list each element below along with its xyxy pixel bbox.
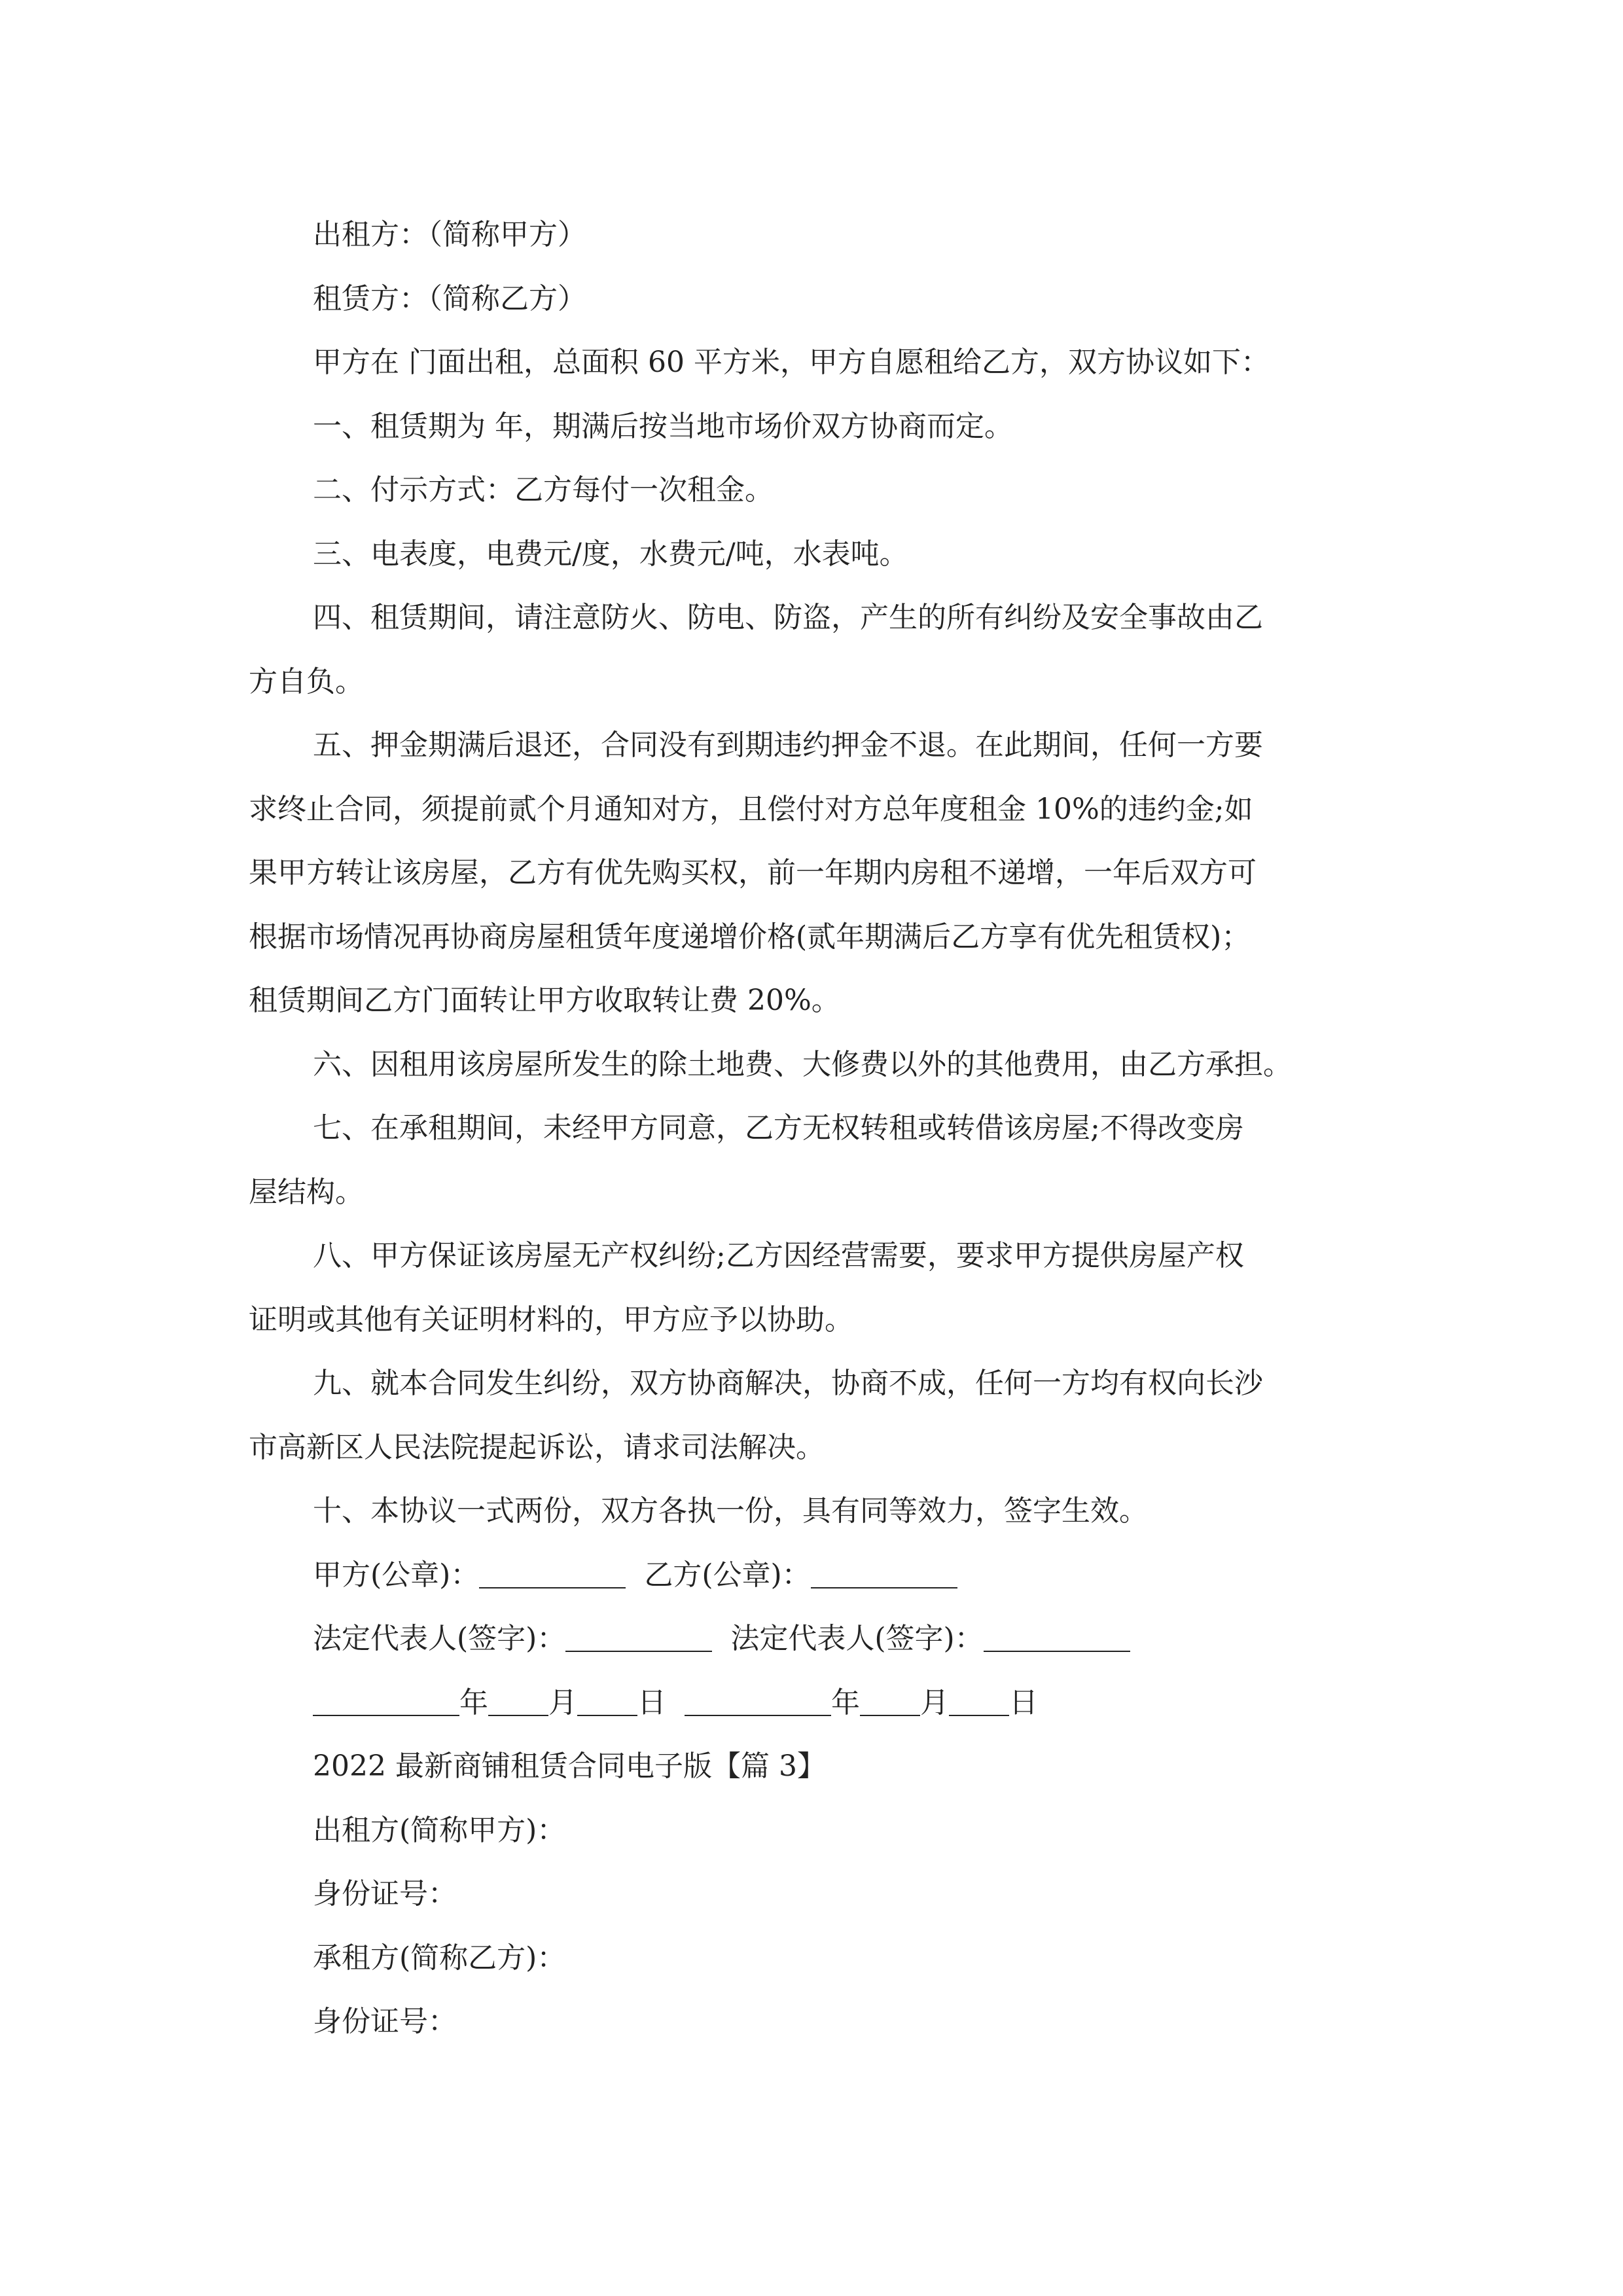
date-a-month-label: 月 (548, 1685, 577, 1719)
clauses (249, 203, 1381, 1543)
date-b-day-blank (949, 1686, 1009, 1716)
paragraph-continuation-line: 证明或其他有关证明材料的，甲方应予以协助。 (249, 1302, 853, 1336)
party-b-seal-blank (811, 1558, 957, 1588)
paragraph-line: 租赁方：（简称乙方） (313, 281, 586, 315)
paragraph-line: 五、押金期满后退还，合同没有到期违约押金不退。在此期间，任何一方要 (313, 728, 1263, 762)
date-b-day-label: 日 (1009, 1685, 1038, 1719)
paragraph-continuation-line: 租赁期间乙方门面转让甲方收取转让费 20%。 (249, 984, 840, 1017)
rep-a-label: 法定代表人(签字)： (313, 1622, 566, 1655)
date-b-month-blank (860, 1686, 920, 1716)
party-b-seal-label: 乙方(公章)： (644, 1558, 811, 1592)
rep-a-blank (565, 1622, 712, 1652)
paragraph-line: 甲方在 门面出租，总面积 60 平方米，甲方自愿租给乙方，双方协议如下： (313, 346, 1270, 379)
paragraph-line: 八、甲方保证该房屋无产权纠纷;乙方因经营需要，要求甲方提供房屋产权 (313, 1239, 1244, 1272)
party-a-seal-label: 甲方(公章)： (313, 1558, 480, 1592)
representative-line (249, 1607, 1381, 1671)
paragraph-line: 十、本协议一式两份，双方各执一份，具有同等效力，签字生效。 (313, 1494, 1148, 1528)
paragraph-continuation-line: 方自负。 (249, 664, 364, 698)
paragraph-line: 四、租赁期间，请注意防火、防电、防盗，产生的所有纠纷及安全事故由乙 (313, 601, 1263, 634)
date-a-month-blank (488, 1686, 548, 1716)
date-a-year-blank (313, 1686, 459, 1716)
paragraph-continuation-line: 根据市场情况再协商房屋租赁年度递增价格(贰年期满后乙方享有优先租赁权)； (249, 920, 1251, 954)
rep-b-label: 法定代表人(签字)： (730, 1622, 984, 1655)
party-a-seal-blank (479, 1558, 626, 1588)
date-a-day-blank (577, 1686, 637, 1716)
paragraph-continuation-line: 市高新区人民法院提起诉讼，请求司法解决。 (249, 1430, 825, 1464)
lessee-id-field: 身份证号： (313, 2005, 457, 2038)
date-line (249, 1671, 1381, 1735)
lessor-field: 出租方(简称甲方)： (313, 1813, 566, 1847)
paragraph-line: 二、付示方式：乙方每付一次租金。 (313, 473, 774, 507)
paragraph-continuation-line: 求终止合同，须提前贰个月通知对方，且偿付对方总年度租金 10%的违约金;如 (249, 792, 1253, 826)
paragraph-line: 三、电表度，电费元/度，水费元/吨，水表吨。 (313, 537, 908, 571)
paragraph-line: 七、在承租期间，未经甲方同意，乙方无权转租或转借该房屋;不得改变房 (313, 1111, 1244, 1145)
rep-b-blank (984, 1622, 1130, 1652)
section-3-title: 2022 最新商铺租赁合同电子版【篇 3】 (313, 1749, 826, 1783)
lessee-field: 承租方(简称乙方)： (313, 1941, 566, 1975)
date-b-month-label: 月 (920, 1685, 949, 1719)
date-b-year-blank (685, 1686, 831, 1716)
paragraph-line: 一、租赁期为 年，期满后按当地市场价双方协商而定。 (313, 409, 1013, 443)
paragraph-continuation-line: 屋结构。 (249, 1175, 364, 1209)
paragraph-continuation-line: 果甲方转让该房屋，乙方有优先购买权，前一年期内房租不递增，一年后双方可 (249, 856, 1257, 889)
seal-line (249, 1543, 1381, 1607)
paragraph-line: 九、就本合同发生纠纷，双方协商解决，协商不成，任何一方均有权向长沙 (313, 1367, 1263, 1400)
paragraph-line: 出租方：（简称甲方） (313, 218, 586, 251)
date-a-day-label: 日 (637, 1685, 666, 1719)
lessor-id-field: 身份证号： (313, 1877, 457, 1910)
paragraph-line: 六、因租用该房屋所发生的除土地费、大修费以外的其他费用，由乙方承担。 (313, 1047, 1292, 1081)
contract-body (249, 203, 1381, 2054)
date-a-year-label: 年 (459, 1685, 488, 1719)
date-b-year-label: 年 (831, 1685, 860, 1719)
